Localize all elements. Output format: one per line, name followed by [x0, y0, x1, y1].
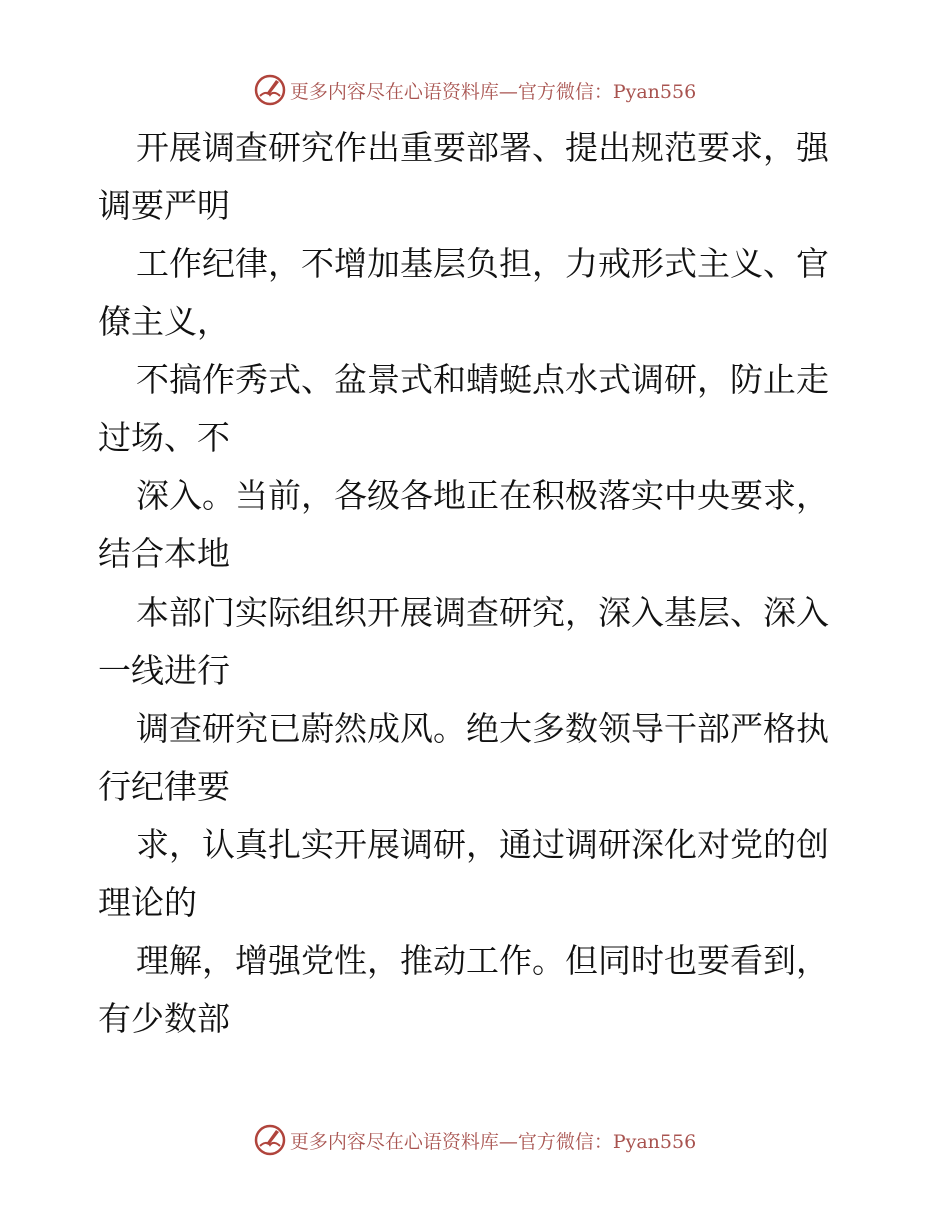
paragraph-line: 行纪律要	[98, 767, 230, 806]
footer-text: 更多内容尽在心语资料库—官方微信：Pyan556	[289, 1130, 697, 1153]
paragraph-line: 过场、不	[98, 418, 230, 457]
paragraph-line: 理论的	[98, 883, 197, 922]
paragraph-line: 结合本地	[98, 534, 230, 573]
paragraph-line: 不搞作秀式、盆景式和蜻蜓点水式调研，防止走	[136, 360, 829, 399]
paragraph-line: 本部门实际组织开展调查研究，深入基层、深入	[136, 593, 829, 632]
paragraph-line: 一线进行	[98, 651, 230, 690]
footer-banner	[0, 1122, 950, 1158]
paragraph-line: 深入。当前，各级各地正在积极落实中央要求，	[136, 476, 829, 515]
paragraph-line: 有少数部	[98, 999, 230, 1038]
header-text: 更多内容尽在心语资料库—官方微信：Pyan556	[289, 80, 697, 103]
paragraph-line: 调查研究已蔚然成风。绝大多数领导干部严格执	[136, 709, 829, 748]
paragraph-line: 调要严明	[98, 186, 230, 225]
header-banner	[0, 72, 950, 108]
paragraph-line: 开展调查研究作出重要部署、提出规范要求，强	[136, 128, 829, 167]
paragraph-line: 僚主义，	[98, 302, 230, 341]
book-quill-logo-icon	[254, 74, 286, 106]
book-quill-logo-icon	[254, 1124, 286, 1156]
paragraph-line: 理解，增强党性，推动工作。但同时也要看到，	[136, 941, 829, 980]
paragraph-line: 工作纪律，不增加基层负担，力戒形式主义、官	[136, 244, 829, 283]
paragraph-line: 求，认真扎实开展调研，通过调研深化对党的创	[136, 825, 829, 864]
